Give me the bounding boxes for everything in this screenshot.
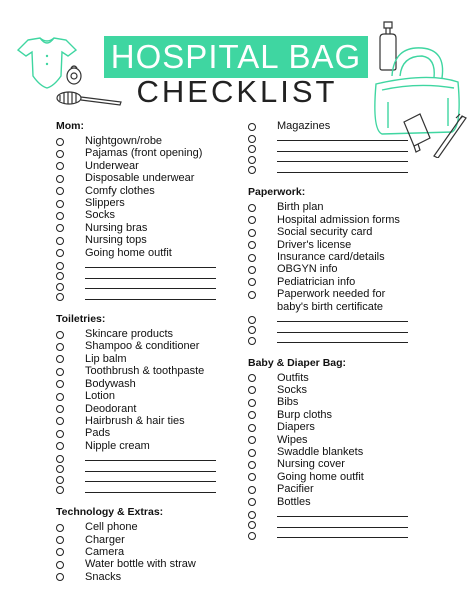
checklist-item[interactable] — [56, 463, 246, 474]
checklist-item[interactable] — [56, 378, 246, 390]
blank-line[interactable] — [277, 153, 408, 162]
checkbox-circle-icon[interactable] — [248, 521, 256, 529]
checkbox-circle-icon[interactable] — [56, 393, 64, 401]
checklist-item[interactable] — [248, 372, 438, 384]
checklist-item[interactable] — [56, 197, 246, 209]
checkbox-circle-icon[interactable] — [248, 156, 256, 164]
checkbox-circle-icon[interactable] — [248, 216, 256, 224]
checklist-item[interactable] — [56, 473, 246, 484]
checklist-item-label: Slippers — [85, 197, 125, 210]
checkbox-circle-icon[interactable] — [248, 229, 256, 237]
checklist-item[interactable] — [56, 340, 246, 352]
section-heading-baby-diaper-bag: Baby & Diaper Bag: — [248, 356, 347, 369]
section-gap — [56, 301, 246, 313]
checkbox-circle-icon[interactable] — [56, 442, 64, 450]
checklist-item[interactable] — [248, 529, 438, 540]
checklist-item[interactable] — [56, 160, 246, 172]
checkbox-circle-icon[interactable] — [56, 380, 64, 388]
checklist-item-label: Wipes — [277, 433, 308, 446]
checkbox-circle-icon[interactable] — [56, 561, 64, 569]
checklist-item[interactable] — [56, 147, 246, 159]
checklist-item[interactable] — [56, 452, 246, 463]
checklist-item-label: Bodywash — [85, 377, 136, 390]
checklist-item-label: Lotion — [85, 390, 115, 403]
checkbox-circle-icon[interactable] — [248, 461, 256, 469]
checkbox-circle-icon[interactable] — [248, 123, 256, 131]
blank-line[interactable] — [85, 473, 216, 482]
checkbox-circle-icon[interactable] — [56, 293, 64, 301]
checkbox-circle-icon[interactable] — [56, 405, 64, 413]
checkbox-circle-icon[interactable] — [248, 511, 256, 519]
checklist-item-label: Cell phone — [85, 521, 138, 534]
blank-line[interactable] — [277, 324, 408, 333]
checklist-item-label: Water bottle with straw — [85, 558, 196, 571]
checkbox-circle-icon[interactable] — [248, 316, 256, 324]
checklist-item-label: Underwear — [85, 159, 139, 172]
checklist-item[interactable] — [56, 172, 246, 184]
checklist-item-label: OBGYN info — [277, 263, 338, 276]
checklist-item[interactable] — [56, 427, 246, 439]
checklist-item-label: Pads — [85, 427, 111, 440]
blank-line[interactable] — [85, 463, 216, 472]
checkbox-circle-icon[interactable] — [248, 241, 256, 249]
checklist-item[interactable] — [56, 521, 246, 533]
checkbox-circle-icon[interactable] — [56, 343, 64, 351]
checkbox-circle-icon[interactable] — [248, 411, 256, 419]
checklist-item[interactable] — [248, 120, 438, 132]
checkbox-circle-icon[interactable] — [248, 135, 256, 143]
checklist-item[interactable] — [248, 153, 438, 164]
checklist-item[interactable] — [56, 280, 246, 291]
blank-line[interactable] — [85, 484, 216, 493]
checklist-item[interactable] — [56, 234, 246, 246]
checklist-item-label: Skincare products — [85, 328, 174, 341]
checklist-item[interactable] — [248, 471, 438, 483]
checkbox-circle-icon[interactable] — [248, 326, 256, 334]
checklist-item-label: Swaddle blankets — [277, 446, 364, 458]
checkbox-circle-icon[interactable] — [56, 162, 64, 170]
checkbox-circle-icon[interactable] — [248, 278, 256, 286]
blank-line[interactable] — [85, 270, 216, 279]
checkbox-circle-icon[interactable] — [56, 548, 64, 556]
checklist-item[interactable] — [248, 496, 438, 508]
checkbox-circle-icon[interactable] — [248, 204, 256, 212]
checkbox-circle-icon[interactable] — [56, 150, 64, 158]
checklist-item[interactable] — [248, 164, 438, 175]
checklist-item-label: Lip balm — [85, 352, 127, 365]
checklist-item-label: Socks — [277, 383, 307, 396]
checkbox-circle-icon[interactable] — [56, 175, 64, 183]
checklist-item-label: Nipple cream — [85, 439, 150, 452]
checkbox-circle-icon[interactable] — [248, 337, 256, 345]
checklist-item-label: Paperwork needed for baby's birth certificate — [277, 288, 386, 313]
checklist-item[interactable] — [248, 214, 438, 226]
checklist-item[interactable] — [56, 534, 246, 546]
checklist-item[interactable] — [56, 185, 246, 197]
checkbox-circle-icon[interactable] — [56, 138, 64, 146]
checklist-item-label: Pajamas (front opening) — [85, 147, 203, 160]
checklist-item[interactable] — [56, 291, 246, 302]
checklist-item[interactable] — [248, 201, 438, 213]
checklist-item-label: Camera — [85, 545, 125, 558]
checklist-item[interactable] — [56, 546, 246, 558]
checkbox-circle-icon[interactable] — [56, 455, 64, 463]
section-heading-paperwork: Paperwork: — [248, 186, 306, 199]
section-heading-toiletries: Toiletries: — [56, 313, 106, 326]
checklist-item-label: Pacifier — [277, 483, 314, 496]
checklist-item-label: Magazines — [277, 120, 331, 132]
checkbox-circle-icon[interactable] — [56, 200, 64, 208]
checklist-item[interactable] — [56, 222, 246, 234]
checklist-item[interactable] — [248, 483, 438, 495]
checkbox-circle-icon[interactable] — [248, 498, 256, 506]
checkbox-circle-icon[interactable] — [56, 187, 64, 195]
checkbox-circle-icon[interactable] — [248, 424, 256, 432]
checkbox-circle-icon[interactable] — [56, 262, 64, 270]
checklist-item[interactable] — [248, 384, 438, 396]
section-gap — [56, 494, 246, 506]
blank-line[interactable] — [277, 164, 408, 173]
checkbox-circle-icon[interactable] — [248, 145, 256, 153]
checklist-item[interactable] — [56, 247, 246, 259]
checklist-item-label: Nightgown/robe — [85, 135, 163, 147]
checkbox-circle-icon[interactable] — [56, 573, 64, 581]
checklist-item[interactable] — [56, 365, 246, 377]
checklist-item-label: Nursing cover — [277, 458, 345, 471]
blank-line[interactable] — [277, 313, 408, 322]
section-gap — [248, 345, 438, 357]
checklist-item[interactable] — [56, 209, 246, 221]
checklist-item-label: Shampoo & conditioner — [85, 340, 200, 353]
checklist-item-label: Deodorant — [85, 402, 137, 415]
blank-line[interactable] — [277, 519, 408, 528]
checkbox-circle-icon[interactable] — [56, 331, 64, 339]
checklist-item-label: Social security card — [277, 226, 373, 239]
checkbox-circle-icon[interactable] — [248, 166, 256, 174]
checkbox-circle-icon[interactable] — [56, 465, 64, 473]
checklist-item-label: Bibs — [277, 396, 299, 409]
blank-line[interactable] — [277, 132, 408, 141]
blank-line[interactable] — [85, 452, 216, 461]
checklist-item-label: Insurance card/details — [277, 251, 385, 264]
left-column — [56, 120, 246, 583]
checklist-item[interactable] — [248, 446, 438, 458]
checkbox-circle-icon[interactable] — [56, 536, 64, 544]
checkbox-circle-icon[interactable] — [248, 374, 256, 382]
right-column — [248, 120, 438, 540]
checklist-item[interactable] — [248, 288, 438, 313]
checklist-item[interactable] — [56, 270, 246, 281]
blank-line[interactable] — [85, 280, 216, 289]
section-heading-mom: Mom: — [56, 120, 84, 132]
checklist-item[interactable] — [248, 143, 438, 154]
section-heading-technology-extras: Technology & Extras: — [56, 506, 164, 519]
checklist-item[interactable] — [56, 390, 246, 402]
checklist-item[interactable] — [56, 571, 246, 583]
checklist-item[interactable] — [248, 226, 438, 238]
checklist-item[interactable] — [248, 409, 438, 421]
checkbox-circle-icon[interactable] — [248, 486, 256, 494]
checklist-item-label: Snacks — [85, 570, 122, 583]
checklist-item[interactable] — [248, 508, 438, 519]
checklist-item-label: Disposable underwear — [85, 172, 195, 185]
checkbox-circle-icon[interactable] — [248, 449, 256, 457]
checklist-item-label: Nursing bras — [85, 221, 148, 234]
checklist-item[interactable] — [248, 334, 438, 345]
checklist-item-label: Burp cloths — [277, 408, 333, 421]
checklist-item[interactable] — [248, 276, 438, 288]
checkbox-circle-icon[interactable] — [56, 355, 64, 363]
blank-line[interactable] — [277, 529, 408, 538]
checkbox-circle-icon[interactable] — [56, 283, 64, 291]
checkbox-circle-icon[interactable] — [56, 417, 64, 425]
checklist-item[interactable] — [248, 132, 438, 143]
checklist-item[interactable] — [248, 421, 438, 433]
checkbox-circle-icon[interactable] — [56, 272, 64, 280]
checklist-item[interactable] — [248, 251, 438, 263]
checklist-item[interactable] — [56, 259, 246, 270]
section-gap — [248, 174, 438, 186]
checkbox-circle-icon[interactable] — [248, 532, 256, 540]
checkbox-circle-icon[interactable] — [56, 224, 64, 232]
checklist-item-label: Going home outfit — [85, 246, 172, 259]
checklist-item-label: Comfy clothes — [85, 184, 155, 197]
checklist-item-label: Pediatrician info — [277, 275, 356, 288]
checkbox-circle-icon[interactable] — [248, 399, 256, 407]
checklist-item[interactable] — [248, 396, 438, 408]
checkbox-circle-icon[interactable] — [56, 212, 64, 220]
blank-line[interactable] — [85, 291, 216, 300]
checklist-item[interactable] — [56, 415, 246, 427]
checklist-item[interactable] — [56, 328, 246, 340]
blank-line[interactable] — [277, 508, 408, 517]
checkbox-circle-icon[interactable] — [248, 436, 256, 444]
blank-line[interactable] — [277, 143, 408, 152]
checklist-item[interactable] — [56, 484, 246, 495]
checkbox-circle-icon[interactable] — [56, 524, 64, 532]
checklist-item-label: Diapers — [277, 421, 315, 434]
checklist-item[interactable] — [56, 403, 246, 415]
checkbox-circle-icon[interactable] — [56, 486, 64, 494]
page-subtitle: CHECKLIST — [136, 74, 338, 109]
checkbox-circle-icon[interactable] — [248, 266, 256, 274]
checklist-item[interactable] — [56, 558, 246, 570]
checklist-item[interactable] — [248, 239, 438, 251]
checklist-item-label: Socks — [85, 209, 115, 222]
checkbox-circle-icon[interactable] — [56, 476, 64, 484]
checkbox-circle-icon[interactable] — [248, 291, 256, 299]
checklist-item[interactable] — [56, 135, 246, 147]
pacifier-icon — [64, 64, 84, 86]
checklist-item-label: Bottles — [277, 495, 311, 508]
blank-line[interactable] — [85, 259, 216, 268]
checklist-item-label: Going home outfit — [277, 470, 364, 483]
checkbox-circle-icon[interactable] — [248, 386, 256, 394]
checklist-item[interactable] — [56, 440, 246, 452]
checkbox-circle-icon[interactable] — [248, 254, 256, 262]
checklist-item-label: Nursing tops — [85, 234, 147, 247]
checklist-item-label: Toothbrush & toothpaste — [85, 365, 205, 378]
page-title: HOSPITAL BAG — [110, 38, 362, 75]
checklist-item-label: Birth plan — [277, 201, 324, 214]
checklist-item[interactable] — [248, 324, 438, 335]
checkbox-circle-icon[interactable] — [56, 249, 64, 257]
checkbox-circle-icon[interactable] — [56, 430, 64, 438]
checklist-item[interactable] — [248, 263, 438, 275]
checkbox-circle-icon[interactable] — [56, 368, 64, 376]
checklist-item-label: Charger — [85, 533, 125, 546]
checklist-item[interactable] — [248, 458, 438, 470]
checkbox-circle-icon[interactable] — [56, 237, 64, 245]
checklist-item[interactable] — [248, 313, 438, 324]
checklist-item-label: Hairbrush & hair ties — [85, 414, 185, 427]
checklist-item-label: Hospital admission forms — [277, 213, 400, 226]
blank-line[interactable] — [277, 334, 408, 343]
checklist-item[interactable] — [248, 519, 438, 530]
title-banner — [104, 36, 368, 78]
checkbox-circle-icon[interactable] — [248, 473, 256, 481]
checklist-item[interactable] — [56, 353, 246, 365]
checklist-item-label: Outfits — [277, 371, 309, 384]
checklist-item[interactable] — [248, 434, 438, 446]
checklist-item-label: Driver's license — [277, 238, 352, 251]
